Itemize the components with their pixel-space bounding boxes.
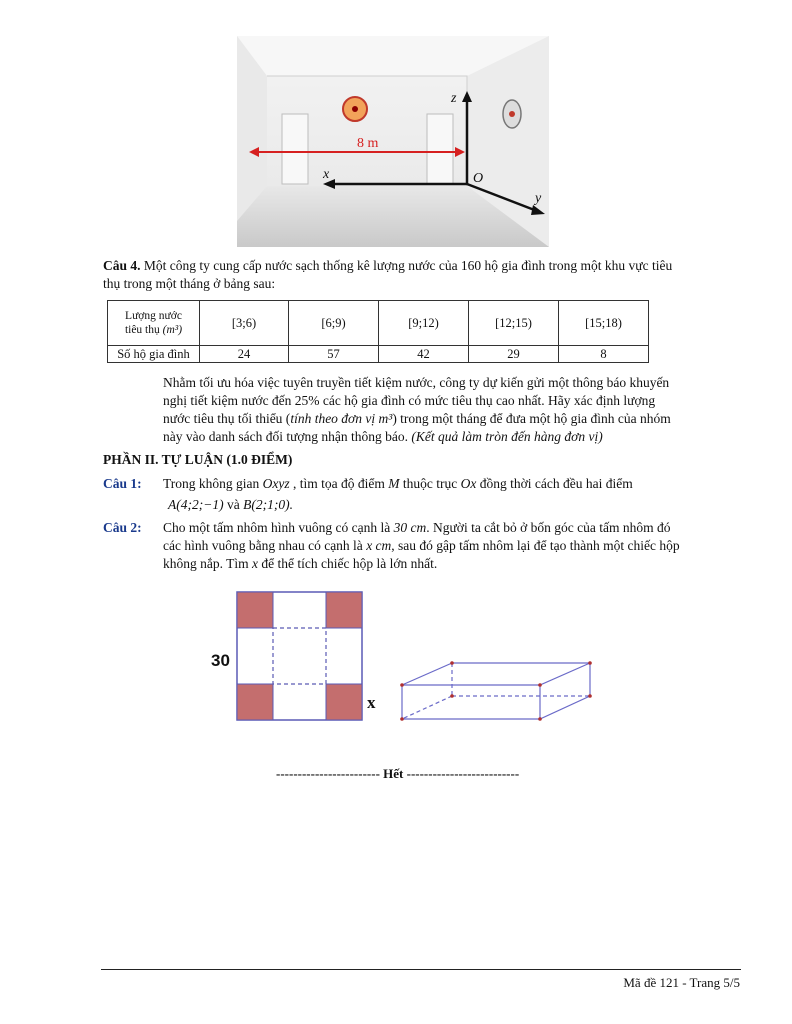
table-interval: [12;15)	[469, 301, 559, 346]
water-table	[107, 300, 649, 363]
q1-line1f: Ox	[460, 476, 477, 491]
q2-line2b: x cm	[366, 538, 392, 553]
q1-line1a: Trong không gian	[163, 476, 263, 491]
table-count: 57	[289, 346, 379, 363]
axis-y-label: y	[535, 191, 542, 206]
label-30: 30	[211, 651, 230, 670]
q1-line2	[168, 497, 293, 513]
table-count: 29	[469, 346, 559, 363]
q1-line1	[163, 476, 633, 492]
room-photo	[237, 36, 549, 247]
footer-page-info: Mã đề 121 - Trang 5/5	[623, 975, 740, 990]
q4-p-line3c: ) trong một tháng để đưa một hộ gia đình của nhóm	[392, 411, 671, 426]
q4-p-line1: Nhằm tối ưu hóa việc tuyên truyền tiết kiệm nước, công ty dự kiến gửi một thông báo khuyến	[163, 375, 670, 390]
origin-label: O	[473, 171, 484, 186]
q2-line2a: các hình vuông bằng nhau có cạnh là	[163, 538, 367, 553]
table-interval: [6;9)	[289, 301, 379, 346]
table-count: 24	[200, 346, 289, 363]
q2-line1	[163, 520, 671, 536]
table-count: 8	[559, 346, 649, 363]
q1-line1c: , tìm tọa độ điểm	[289, 476, 389, 491]
table-count: 42	[379, 346, 469, 363]
axis-z-label: z	[451, 91, 457, 106]
table-header-cell	[108, 301, 200, 346]
q4-p-line3b: tính theo đơn vị m³	[290, 411, 393, 426]
box-figure	[205, 586, 605, 726]
q2-line1a: Cho một tấm nhôm hình vuông có cạnh là	[163, 520, 394, 535]
open-box-diagram	[402, 663, 590, 719]
q1-line1d: M	[388, 476, 400, 491]
q2-line3	[163, 556, 437, 572]
q2-line3a: không nắp. Tìm	[163, 556, 252, 571]
table-row-label: Số hộ gia đình	[108, 346, 200, 363]
q4-intro-line1	[103, 258, 672, 274]
q2-line2	[163, 538, 680, 554]
point-a: A(4;2;−1)	[168, 497, 224, 512]
q2-line1b: 30 cm	[393, 520, 427, 535]
part2-heading: PHẦN II. TỰ LUẬN (1.0 ĐIỂM)	[103, 452, 293, 467]
table-interval: [9;12)	[379, 301, 469, 346]
table-interval: [3;6)	[200, 301, 289, 346]
q1-line1b: Oxyz	[262, 476, 290, 491]
aluminum-sheet-diagram	[237, 592, 362, 720]
q1-line2b: và	[223, 497, 244, 512]
q4-p-line2: nghị tiết kiệm nước đến 25% các hộ gia đình có mức tiêu thụ cao nhất. Hãy xác định lượng	[163, 393, 656, 408]
table-header-line1: Lượng nước	[125, 310, 182, 322]
q1-line1g: đồng thời cách đều hai điểm	[476, 476, 633, 491]
q2-line1c: . Người ta cắt bỏ ở bốn góc của tấm nhôm đó	[426, 520, 671, 535]
q4-p-line3	[163, 411, 671, 427]
end-marker: ------------------------ Hết --------------------------	[276, 766, 520, 781]
q4-intro-text: Một công ty cung cấp nước sạch thống kê lượng nước của 160 hộ gia đình trong một khu vực tiêu	[140, 258, 673, 273]
q2-line3b: x	[252, 556, 258, 571]
q2-line2c: , sau đó gập tấm nhôm lại để tạo thành một chiếc hộp	[391, 538, 680, 553]
q4-p-line3a: nước tiêu thụ tối thiểu (	[163, 411, 291, 426]
point-b: B(2;1;0).	[243, 497, 293, 512]
q4-p-line4b: (Kết quả làm tròn đến hàng đơn vị)	[411, 429, 603, 444]
q2-label: Câu 2:	[103, 520, 142, 535]
distance-label: 8 m	[357, 136, 379, 151]
axis-x-label: x	[323, 167, 330, 182]
label-x: x	[367, 693, 376, 712]
q2-line3c: để thể tích chiếc hộp là lớn nhất.	[258, 556, 438, 571]
q1-line1e: thuộc trục	[399, 476, 461, 491]
q4-label: Câu 4.	[103, 258, 141, 273]
q4-p-line4a: này vào danh sách đối tượng nhận thông báo.	[163, 429, 412, 444]
q1-label: Câu 1:	[103, 476, 142, 491]
table-header-unit: (m³)	[162, 324, 183, 336]
wall-fan-icon	[343, 97, 367, 121]
q4-p-line4	[163, 429, 603, 445]
table-header-line2: tiêu thụ	[124, 324, 160, 336]
side-fan-icon	[503, 100, 521, 128]
table-interval: [15;18)	[559, 301, 649, 346]
q4-intro-line2: thụ trong một tháng ở bảng sau:	[103, 276, 276, 291]
footer-rule	[101, 969, 741, 970]
